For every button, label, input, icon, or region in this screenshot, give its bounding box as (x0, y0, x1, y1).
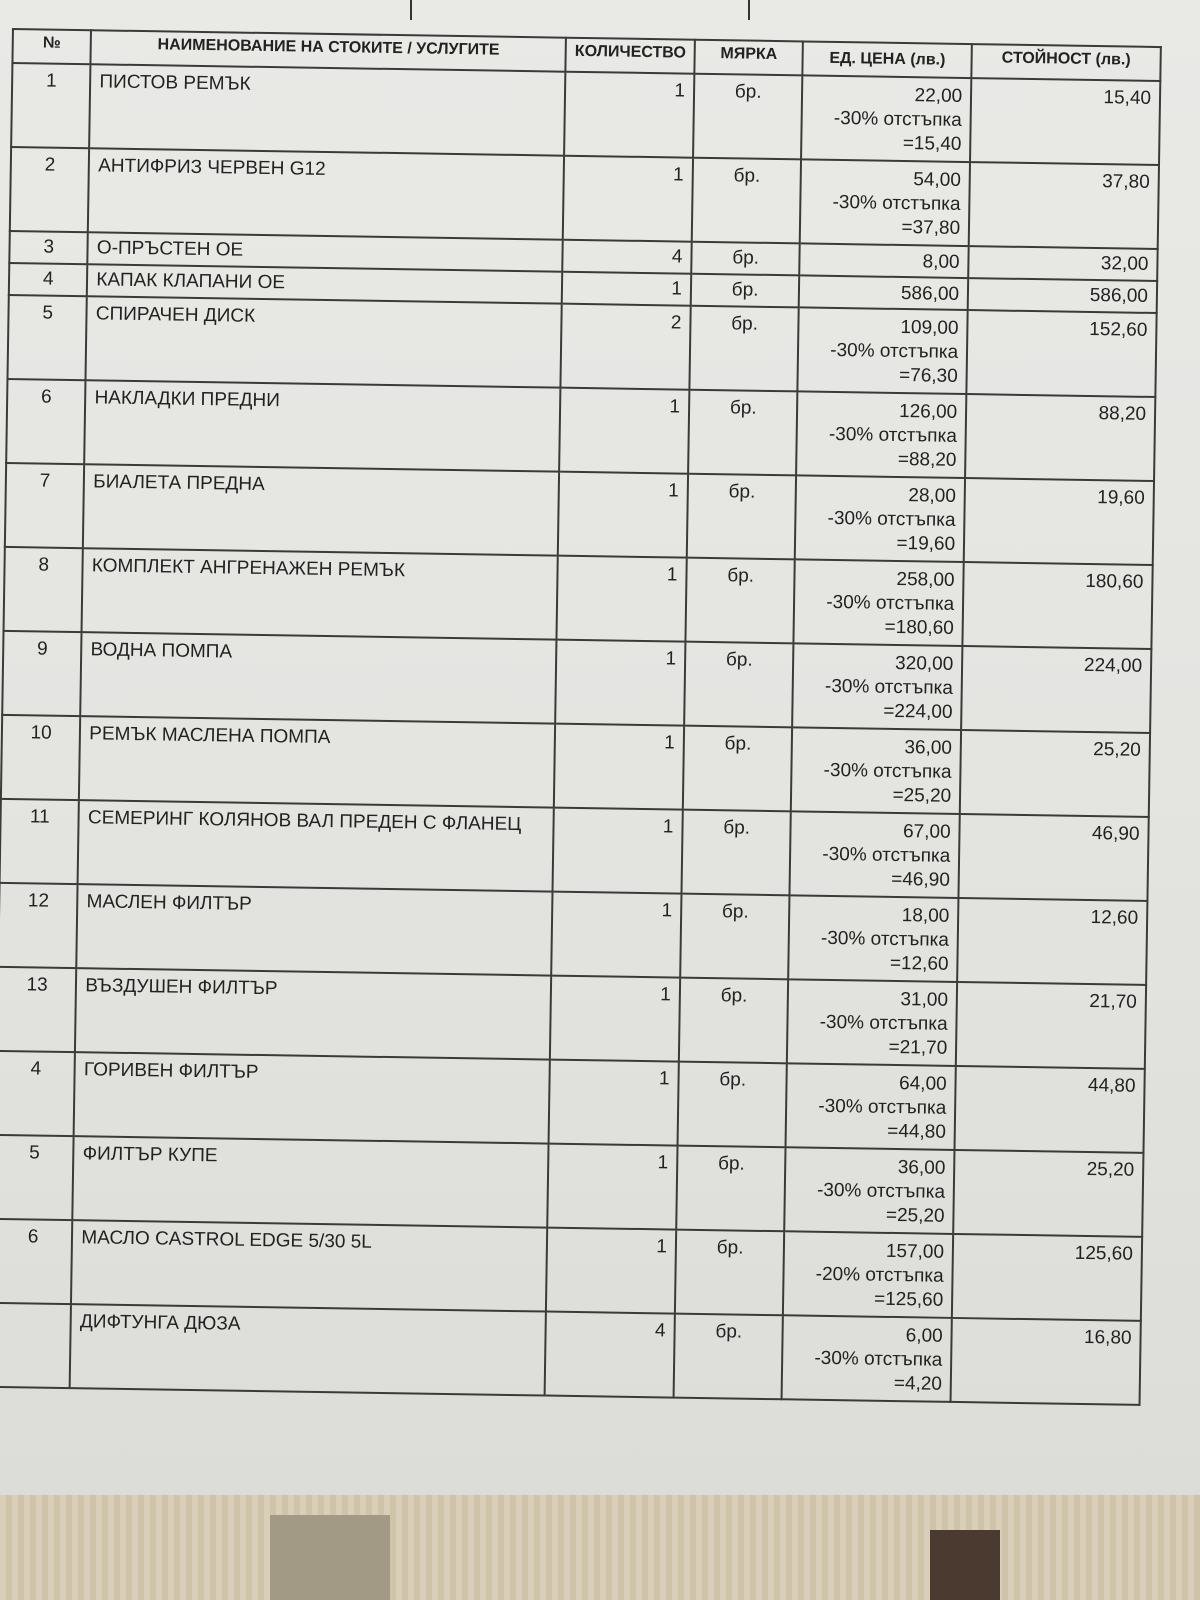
items-table (0, 28, 1162, 1406)
row-number: 1 (11, 63, 91, 148)
page-edge-mark (748, 0, 750, 20)
item-total: 25,20 (960, 730, 1150, 817)
item-name: МАСЛЕН ФИЛТЪР (77, 884, 553, 975)
item-unit: бр. (674, 1314, 784, 1400)
item-unit-price (800, 159, 970, 246)
unit-price-value: 586,00 (900, 282, 960, 305)
row-number: 4 (9, 263, 88, 296)
item-unit: бр. (676, 1146, 786, 1232)
item-unit-price (785, 1147, 955, 1234)
discount-text: -30% отстъпка (826, 591, 955, 615)
item-name: АНТИФРИЗ ЧЕРВЕН G12 (88, 148, 564, 239)
item-quantity: 4 (545, 1312, 675, 1398)
row-number: 2 (10, 147, 90, 232)
row-number: 12 (0, 883, 78, 968)
item-unit-price (800, 243, 969, 278)
discount-text: -30% отстъпка (822, 843, 951, 867)
item-unit: бр. (688, 390, 798, 476)
item-name: ГОРИВЕН ФИЛТЪР (74, 1052, 550, 1143)
item-unit: бр. (675, 1230, 785, 1316)
item-name: О-ПРЪСТЕН ОЕ (88, 232, 564, 271)
discounted-price: =76,30 (898, 364, 958, 387)
item-total: 19,60 (964, 478, 1154, 565)
item-unit: бр. (679, 978, 789, 1064)
item-quantity: 1 (548, 1144, 678, 1230)
item-total: 46,90 (959, 814, 1149, 901)
item-quantity: 1 (557, 556, 687, 642)
item-unit-price (795, 475, 965, 562)
discount-text: -20% отстъпка (815, 1263, 944, 1287)
header-qty: КОЛИЧЕСТВО (566, 38, 695, 74)
unit-price-value: 36,00 (897, 1157, 946, 1179)
unit-price-value: 6,00 (905, 1325, 943, 1347)
item-total: 152,60 (967, 310, 1157, 397)
discounted-price: =125,60 (873, 1288, 944, 1311)
item-total: 15,40 (970, 78, 1160, 165)
item-name: КОМПЛЕКТ АНГРЕНАЖЕН РЕМЪК (82, 548, 558, 639)
discounted-price: =88,20 (897, 448, 957, 471)
unit-price-value: 31,00 (900, 989, 949, 1011)
row-number: 9 (2, 631, 82, 716)
discount-text: -30% отстъпка (814, 1347, 943, 1371)
item-quantity: 4 (563, 240, 692, 274)
discount-text: -30% отстъпка (833, 107, 962, 131)
discounted-price: =37,80 (901, 216, 961, 239)
item-quantity: 1 (564, 72, 694, 158)
item-unit-price (793, 643, 963, 730)
item-name: ПИСТОВ РЕМЪК (89, 64, 565, 155)
item-unit: бр. (693, 74, 803, 160)
item-total: 32,00 (968, 246, 1157, 281)
row-number: 5 (7, 295, 87, 380)
unit-price-value: 8,00 (922, 251, 960, 273)
item-total: 21,70 (956, 982, 1146, 1069)
row-number: 10 (1, 715, 81, 800)
item-total: 125,60 (952, 1234, 1142, 1321)
item-name: ВЪЗДУШЕН ФИЛТЪР (75, 968, 551, 1059)
item-quantity: 1 (554, 724, 684, 810)
table-body (0, 63, 1160, 1405)
item-total: 12,60 (957, 898, 1147, 985)
discounted-price: =25,20 (885, 1204, 945, 1227)
item-total: 16,80 (951, 1318, 1141, 1405)
item-name: ВОДНА ПОМПА (81, 632, 557, 723)
header-no: № (12, 29, 91, 64)
background-surface (0, 1495, 1200, 1600)
item-unit: бр. (677, 1062, 787, 1148)
item-quantity: 1 (550, 976, 680, 1062)
item-unit-price (783, 1231, 953, 1318)
item-name: ФИЛТЪР КУПЕ (73, 1136, 549, 1227)
background-shadow (270, 1515, 390, 1600)
discount-text: -30% отстъпка (827, 507, 956, 531)
item-unit: бр. (685, 558, 795, 644)
item-unit-price (791, 727, 961, 814)
item-unit-price (790, 811, 960, 898)
item-quantity: 1 (558, 472, 688, 558)
item-total: 224,00 (961, 646, 1151, 733)
unit-price-value: 64,00 (898, 1073, 947, 1095)
item-unit: бр. (691, 242, 800, 276)
discount-text: -30% отстъпка (819, 1011, 948, 1035)
item-name: СПИРАЧЕН ДИСК (86, 296, 562, 387)
header-name: НАИМЕНОВАНИЕ НА СТОКИТЕ / УСЛУГИТЕ (91, 30, 567, 71)
unit-price-value: 109,00 (900, 316, 959, 339)
row-number: 13 (0, 967, 77, 1052)
unit-price-value: 320,00 (894, 652, 954, 675)
item-total: 586,00 (968, 278, 1157, 313)
unit-price-value: 126,00 (898, 400, 958, 423)
item-unit-price (787, 979, 957, 1066)
item-name: ДИФТУНГА ДЮЗА (70, 1304, 546, 1395)
row-number: 6 (0, 1219, 73, 1304)
item-total: 180,60 (963, 562, 1153, 649)
item-name: НАКЛАДКИ ПРЕДНИ (84, 380, 560, 471)
unit-price-value: 54,00 (913, 169, 962, 191)
header-total: СТОЙНОСТ (лв.) (971, 44, 1160, 81)
item-unit: бр. (689, 306, 799, 392)
row-number (0, 1303, 71, 1388)
item-unit-price (798, 307, 968, 394)
header-unit: МЯРКА (694, 40, 803, 76)
discount-text: -30% отстъпка (830, 339, 959, 363)
item-quantity: 1 (553, 808, 683, 894)
discount-text: -30% отстъпка (818, 1095, 947, 1119)
item-name: СЕМЕРИНГ КОЛЯНОВ ВАЛ ПРЕДЕН С ФЛАНЕЦ (78, 800, 554, 891)
discount-text: -30% отстъпка (828, 423, 958, 447)
discount-text: -30% отстъпка (820, 927, 950, 951)
background-object (930, 1530, 1000, 1600)
item-unit-price (782, 1315, 952, 1402)
row-number: 7 (5, 463, 85, 548)
discounted-price: =15,40 (902, 133, 962, 155)
item-quantity: 1 (556, 640, 686, 726)
unit-price-value: 36,00 (904, 737, 953, 759)
item-unit-price (799, 275, 968, 310)
item-unit: бр. (680, 894, 790, 980)
row-number: 5 (0, 1135, 74, 1220)
unit-price-value: 67,00 (902, 821, 951, 843)
item-unit-price (789, 895, 959, 982)
discounted-price: =19,60 (896, 532, 956, 555)
item-unit-price (794, 559, 964, 646)
row-number: 8 (4, 547, 84, 632)
item-quantity: 1 (563, 156, 693, 242)
discount-text: -30% отстъпка (824, 675, 954, 699)
discounted-price: =224,00 (883, 700, 953, 723)
table-row (0, 1303, 1141, 1405)
row-number: 3 (9, 231, 88, 264)
discounted-price: =180,60 (884, 616, 954, 639)
item-total: 37,80 (969, 162, 1159, 249)
item-unit: бр. (691, 274, 800, 308)
item-name: КАПАК КЛАПАНИ ОЕ (87, 264, 563, 303)
unit-price-value: 22,00 (914, 85, 963, 107)
item-unit: бр. (687, 474, 797, 560)
item-quantity: 2 (561, 304, 691, 390)
item-quantity: 1 (549, 1060, 679, 1146)
unit-price-value: 18,00 (901, 905, 950, 927)
discounted-price: =25,20 (892, 784, 952, 807)
item-quantity: 1 (552, 892, 682, 978)
item-unit-price (801, 75, 971, 162)
discounted-price: =44,80 (887, 1120, 947, 1143)
item-quantity: 1 (559, 388, 689, 474)
item-unit: бр. (684, 642, 794, 728)
item-name: РЕМЪК МАСЛЕНА ПОМПА (79, 716, 555, 807)
item-unit: бр. (681, 810, 791, 896)
discounted-price: =4,20 (893, 1373, 943, 1395)
unit-price-value: 157,00 (885, 1240, 945, 1263)
discounted-price: =21,70 (888, 1036, 948, 1059)
page-edge-mark (410, 0, 412, 20)
item-total: 44,80 (955, 1066, 1145, 1153)
discounted-price: =46,90 (891, 868, 951, 891)
item-total: 25,20 (953, 1150, 1143, 1237)
item-name: БИАЛЕТА ПРЕДНА (83, 464, 559, 555)
item-unit-price (796, 391, 966, 478)
item-unit: бр. (683, 726, 793, 812)
discount-text: -30% отстъпка (816, 1179, 946, 1203)
unit-price-value: 28,00 (908, 485, 957, 507)
row-number: 6 (6, 379, 86, 464)
item-quantity: 1 (562, 272, 691, 306)
row-number: 11 (0, 799, 79, 884)
header-price: ЕД. ЦЕНА (лв.) (803, 41, 972, 78)
discount-text: -30% отстъпка (832, 191, 961, 215)
unit-price-value: 258,00 (896, 568, 955, 591)
item-unit: бр. (692, 158, 802, 244)
discounted-price: =12,60 (889, 952, 949, 975)
item-quantity: 1 (546, 1228, 676, 1314)
item-total: 88,20 (965, 394, 1155, 481)
discount-text: -30% отстъпка (823, 759, 952, 783)
item-unit-price (786, 1063, 956, 1150)
item-name: МАСЛО CASTROL EDGE 5/30 5L (71, 1220, 547, 1311)
row-number: 4 (0, 1051, 75, 1136)
